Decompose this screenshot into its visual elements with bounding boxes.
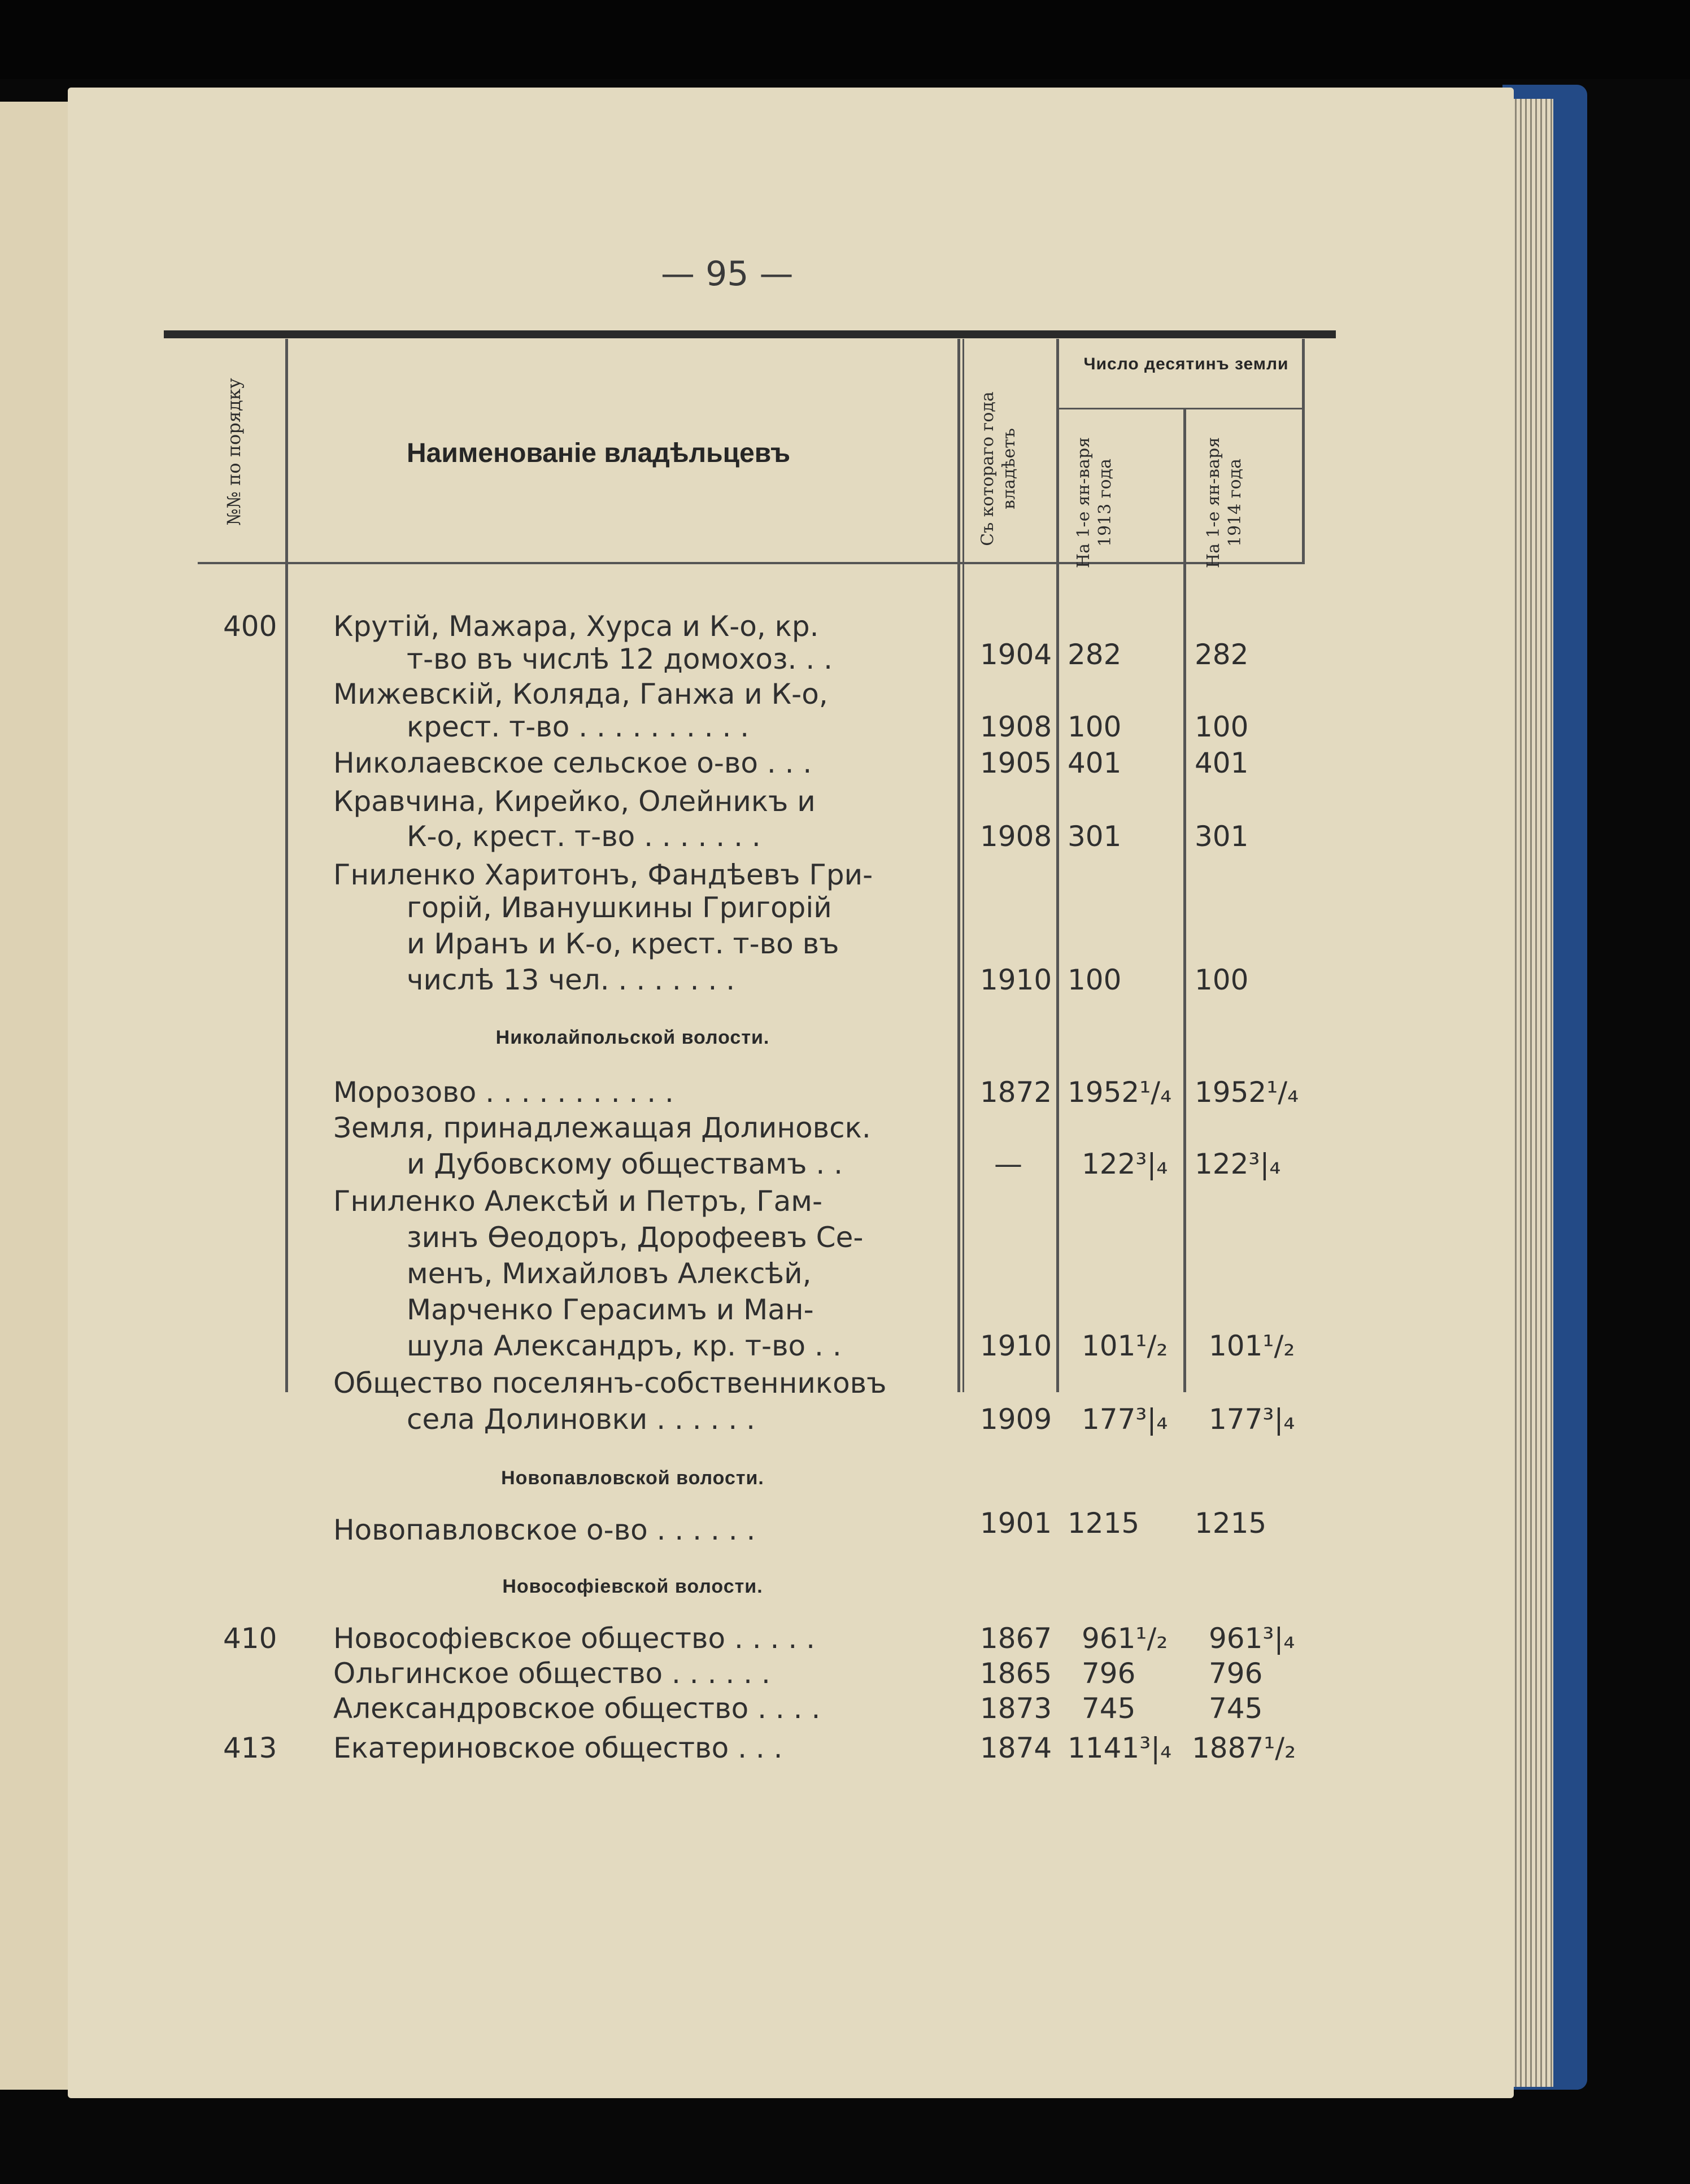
header-area-1914: На 1-е ян-варя 1914 года <box>1204 437 1245 569</box>
row-area-1913: 745 <box>1082 1692 1136 1725</box>
header-area-1913: На 1-е ян-варя 1913 года <box>1074 437 1115 569</box>
row-area-1913: 177³|₄ <box>1082 1403 1168 1436</box>
row-year: 1909 <box>980 1403 1052 1436</box>
page-number: — 95 — <box>661 254 794 294</box>
row-area-1913: 100 <box>1068 710 1122 743</box>
section-heading: Новософіевской волости. <box>502 1576 763 1597</box>
row-area-1914: 401 <box>1195 747 1249 779</box>
row-seq: 410 <box>223 1622 277 1655</box>
row-owner-line: Новософіевское общество . . . . . <box>333 1622 816 1655</box>
row-area-1914: 101¹/₂ <box>1209 1329 1295 1362</box>
row-owner-line: Кравчина, Кирейко, Олейникъ и <box>333 785 816 818</box>
row-area-1914: 796 <box>1209 1657 1263 1690</box>
row-owner-line: менъ, Михайловъ Алексѣй, <box>407 1257 812 1290</box>
section-heading: Николайпольской волости. <box>495 1027 770 1048</box>
row-year: 1904 <box>980 638 1052 671</box>
row-year: 1873 <box>980 1692 1052 1725</box>
row-area-1913: 122³|₄ <box>1082 1148 1168 1180</box>
row-area-1914: 122³|₄ <box>1195 1148 1281 1180</box>
header-area-group: Число десятинъ земли <box>1083 355 1289 373</box>
row-owner-line: шула Александръ, кр. т-во . . <box>407 1329 842 1362</box>
row-area-1913: 101¹/₂ <box>1082 1329 1168 1362</box>
row-area-1914: 961³|₄ <box>1209 1622 1295 1655</box>
row-year: 1865 <box>980 1657 1052 1690</box>
area-group-rule <box>1059 408 1302 409</box>
row-owner-line: Новопавловское о-во . . . . . . <box>333 1514 756 1546</box>
header-owners: Наименованіе владѣльцевъ <box>407 438 791 468</box>
row-area-1914: 100 <box>1195 710 1249 743</box>
row-owner-line: Ольгинское общество . . . . . . <box>333 1657 770 1690</box>
row-owner-line: Морозово . . . . . . . . . . . <box>333 1076 674 1109</box>
row-area-1914: 1887¹/₂ <box>1192 1732 1296 1764</box>
row-owner-line: Гниленко Харитонъ, Фандѣевъ Гри- <box>333 858 873 891</box>
row-area-1914: 1215 <box>1195 1507 1267 1540</box>
row-area-1913: 100 <box>1068 964 1122 996</box>
row-year: 1867 <box>980 1622 1052 1655</box>
row-owner-line: горій, Иванушкины Григорій <box>407 891 832 924</box>
row-owner-line: т-во въ числѣ 12 домохоз. . . <box>407 643 833 675</box>
row-area-1914: 177³|₄ <box>1209 1403 1295 1436</box>
row-owner-line: Земля, принадлежащая Долиновск. <box>333 1111 871 1144</box>
row-area-1914: 282 <box>1195 638 1249 671</box>
col-rule-year <box>1056 339 1059 1392</box>
row-year: 1908 <box>980 710 1052 743</box>
section-heading: Новопавловской волости. <box>501 1467 764 1489</box>
row-owner-line: Крутій, Мажара, Хурса и К-о, кр. <box>333 610 819 643</box>
row-seq: 400 <box>223 610 277 643</box>
header-since-year: Съ котораго года владѣетъ <box>978 391 1019 546</box>
row-year: 1910 <box>980 1329 1052 1362</box>
row-area-1913: 301 <box>1068 820 1122 853</box>
row-area-1913: 1952¹/₄ <box>1068 1076 1172 1109</box>
row-owner-line: Александровское общество . . . . <box>333 1692 821 1725</box>
col-rule-owners-double <box>962 339 964 1392</box>
row-owner-line: Екатериновское общество . . . <box>333 1732 783 1764</box>
row-owner-line: числѣ 13 чел. . . . . . . . <box>407 964 735 996</box>
row-area-1913: 1215 <box>1068 1507 1140 1540</box>
row-year: 1910 <box>980 964 1052 996</box>
table-top-rule <box>164 330 1336 338</box>
col-rule-seq <box>285 339 288 1392</box>
row-owner-line: крест. т-во . . . . . . . . . . <box>407 710 750 743</box>
row-area-1914: 301 <box>1195 820 1249 853</box>
row-area-1913: 401 <box>1068 747 1122 779</box>
scan-background <box>0 0 1690 79</box>
left-page-edge <box>0 102 77 2090</box>
row-owner-line: Марченко Герасимъ и Ман- <box>407 1293 814 1326</box>
row-owner-line: села Долиновки . . . . . . <box>407 1403 756 1436</box>
row-owner-line: и Иранъ и К-о, крест. т-во въ <box>407 927 839 960</box>
row-area-1913: 1141³|₄ <box>1068 1732 1172 1764</box>
row-year: 1905 <box>980 747 1052 779</box>
row-area-1913: 961¹/₂ <box>1082 1622 1168 1655</box>
row-seq: 413 <box>223 1732 277 1764</box>
row-owner-line: Николаевское сельское о-во . . . <box>333 747 812 779</box>
row-year: — <box>994 1148 1022 1180</box>
row-owner-line: и Дубовскому обществамъ . . <box>407 1148 843 1180</box>
header-seq: №№ по порядку <box>223 378 245 526</box>
row-area-1913: 282 <box>1068 638 1122 671</box>
row-area-1914: 100 <box>1195 964 1249 996</box>
row-area-1914: 1952¹/₄ <box>1195 1076 1299 1109</box>
row-owner-line: Гниленко Алексѣй и Петръ, Гам- <box>333 1185 822 1218</box>
row-area-1913: 796 <box>1082 1657 1136 1690</box>
col-rule-1913 <box>1183 408 1186 1392</box>
row-owner-line: зинъ Ѳеодоръ, Дорофеевъ Се- <box>407 1221 864 1254</box>
row-owner-line: Мижевскій, Коляда, Ганжа и К-о, <box>333 678 828 710</box>
col-rule-owners <box>957 339 960 1392</box>
row-year: 1872 <box>980 1076 1052 1109</box>
row-area-1914: 745 <box>1209 1692 1263 1725</box>
row-year: 1908 <box>980 820 1052 853</box>
row-owner-line: Общество поселянъ-собственниковъ <box>333 1367 887 1400</box>
row-year: 1874 <box>980 1732 1052 1764</box>
row-owner-line: К-о, крест. т-во . . . . . . . <box>407 820 761 853</box>
row-year: 1901 <box>980 1507 1052 1540</box>
